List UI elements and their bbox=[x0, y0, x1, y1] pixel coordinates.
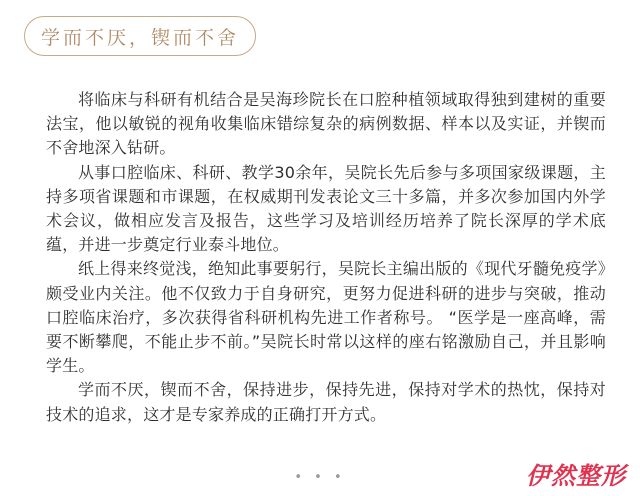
paragraph-1: 将临床与科研有机结合是吴海珍院长在口腔种植领域取得独到建树的重要法宝，他以敏锐的视角收集临床错综复杂的病例数据、样本以及实证，并锲而不舍地深入钻研。 bbox=[46, 90, 606, 158]
paragraph-3: 纸上得来终觉浅，绝知此事要躬行，吴院长主编出版的《现代牙髓免疫学》颇受业内关注。他不仅致力于自身研究，更努力促进科研的进步与突破，推动口腔临床治疗，多次获得省科研机构先进工作者称号。 “医学是一座高峰，需要不断攀爬，不能止步不前。”吴院长时常以这样的座右铭激励自己，并且影响学生。 bbox=[46, 259, 606, 376]
paragraph-4: 学而不厌，锲而不舍，保持进步，保持先进，保持对学术的热忱，保持对技术的追求，这才是专家养成的正确打开方式。 bbox=[46, 380, 606, 424]
section-title-badge bbox=[24, 16, 256, 56]
brand-logo: 伊然整形 bbox=[526, 462, 626, 490]
more-dots-indicator: • • • bbox=[294, 470, 346, 485]
section-title: 学而不厌，锲而不舍 bbox=[41, 26, 240, 49]
article-body bbox=[46, 88, 606, 427]
paragraph-2: 从事口腔临床、科研、教学30余年，吴院长先后参与多项国家级课题，主持多项省课题和市课题，在权威期刊发表论文三十多篇，并多次参加国内外学术会议，做相应发言及报告，这些学习及培训经历培养了院长深厚的学术底蕴，并进一步奠定行业泰斗地位。 bbox=[46, 162, 606, 255]
